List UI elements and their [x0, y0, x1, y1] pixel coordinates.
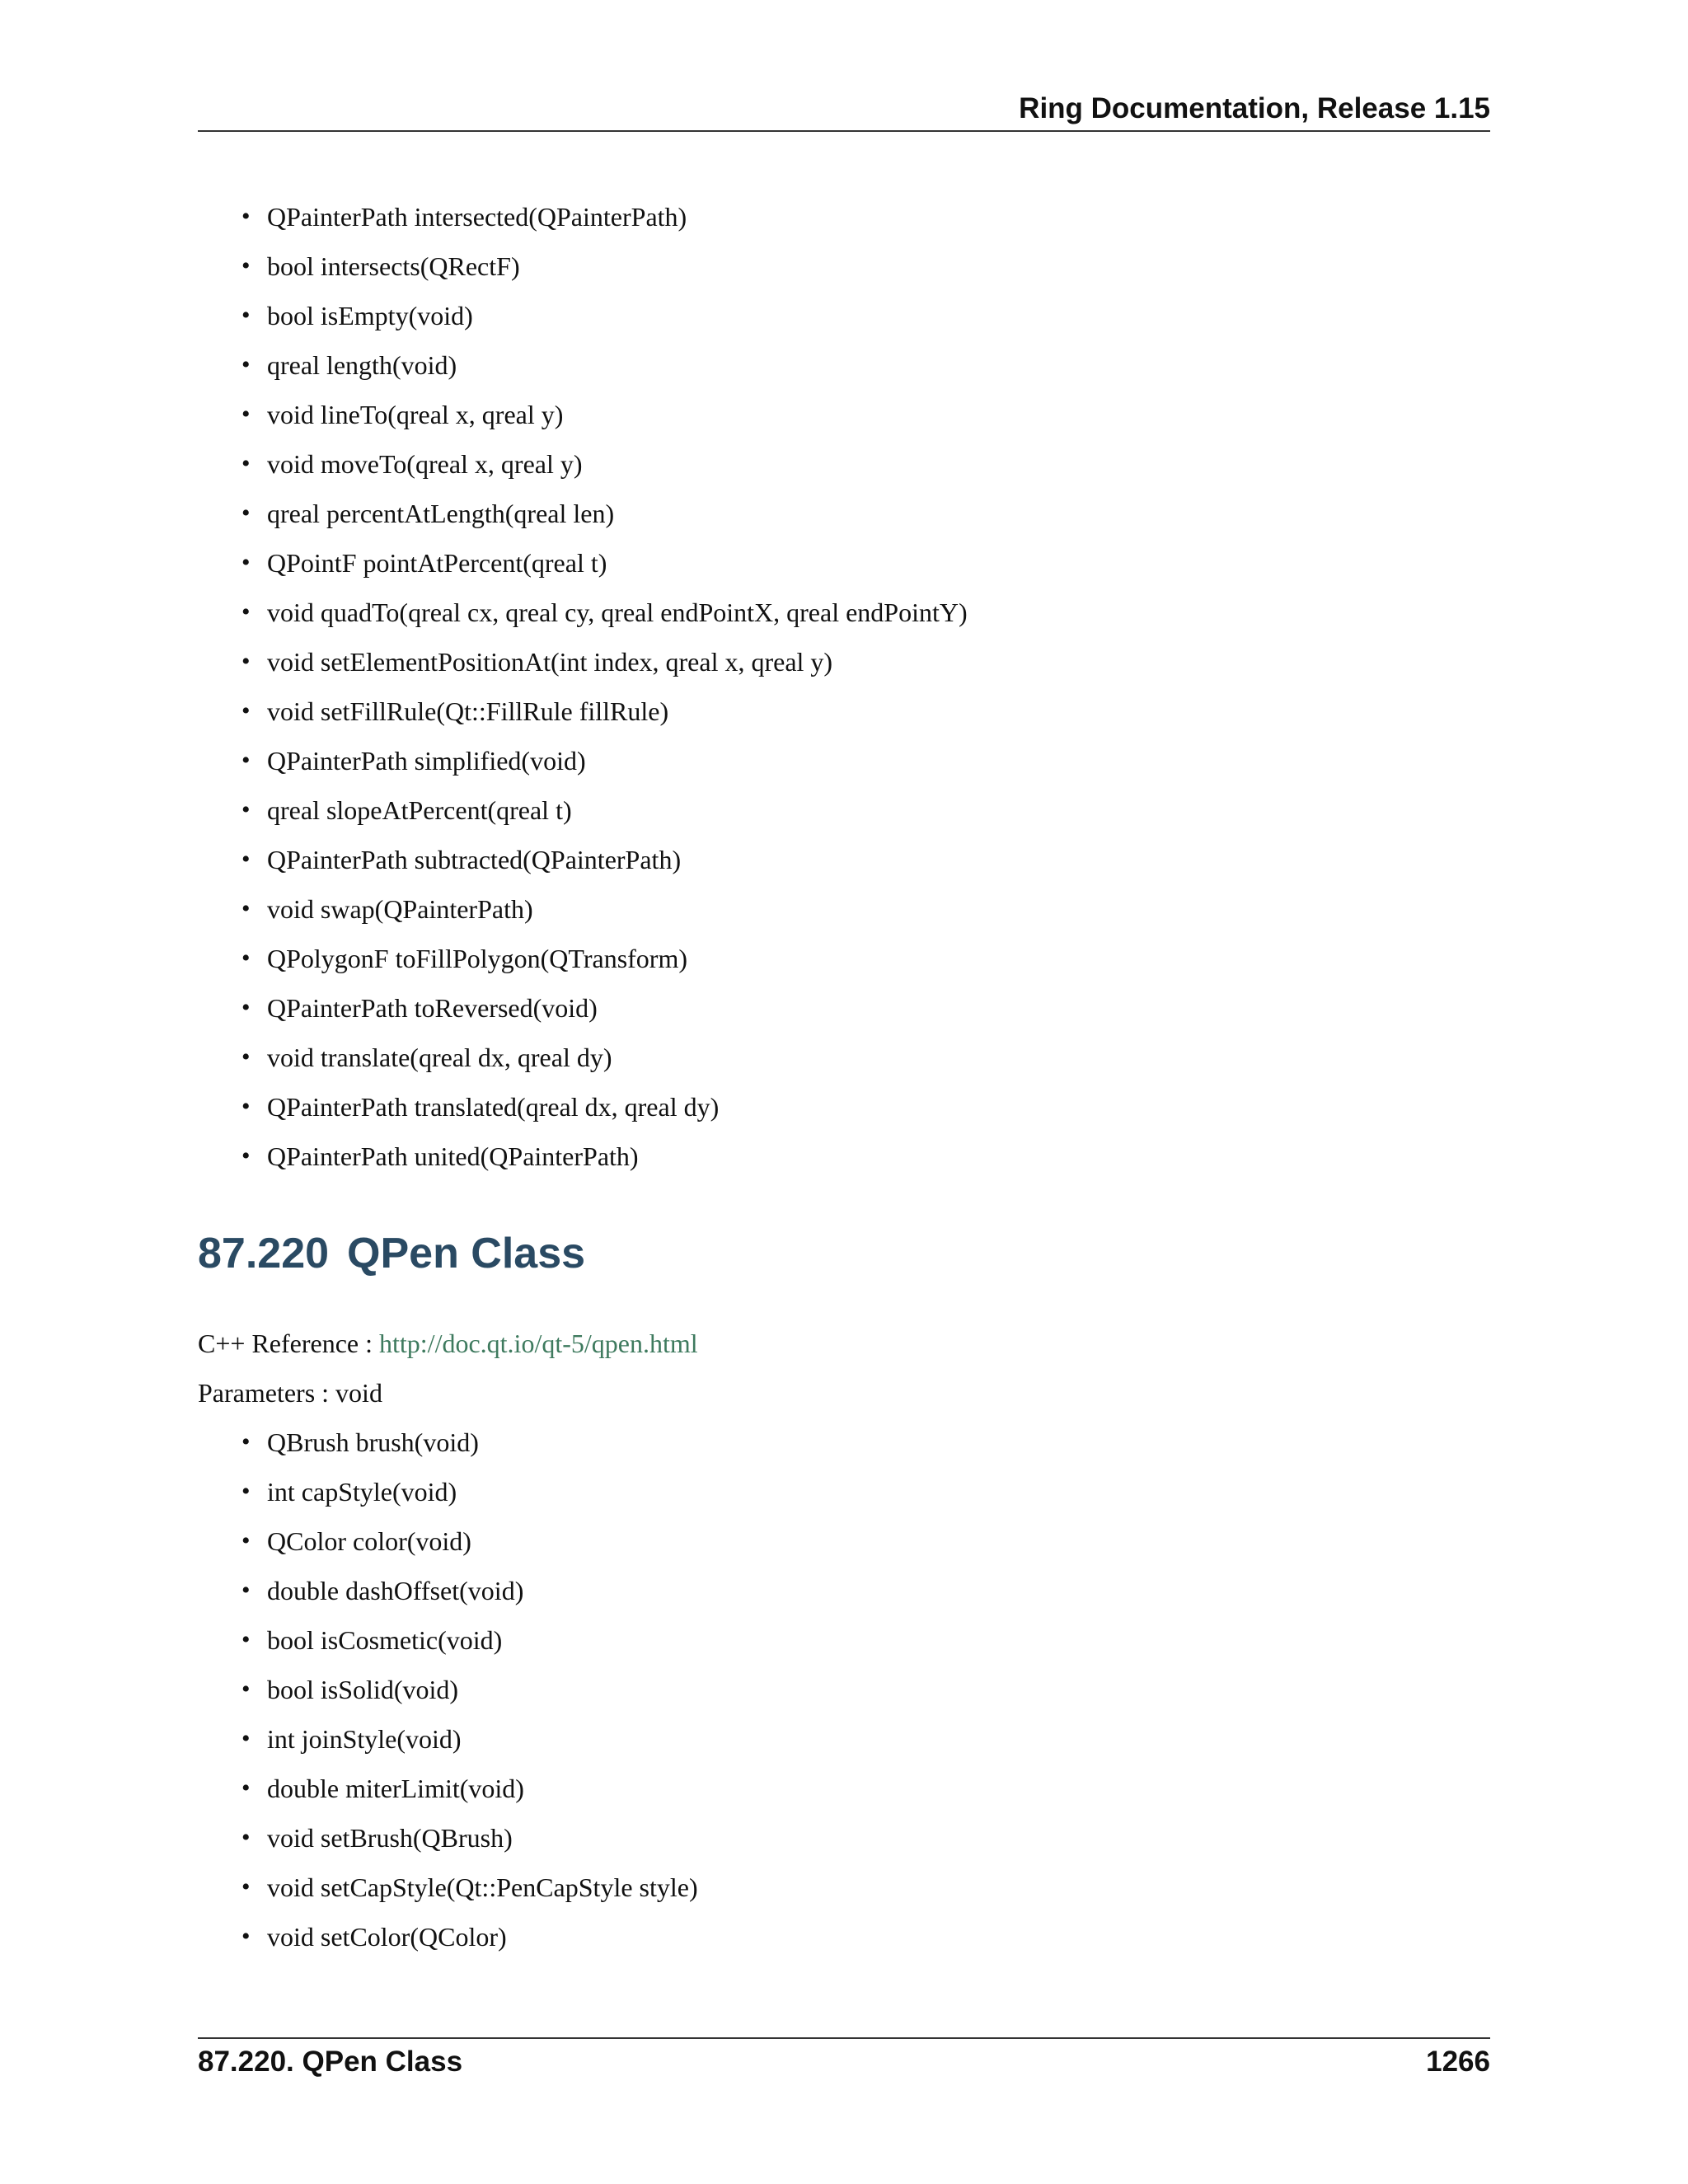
list-item [0, 1714, 1688, 1764]
method-signature: void moveTo(qreal x, qreal y) [267, 449, 583, 479]
bullet-icon: • [241, 1527, 251, 1554]
page-number: 1266 [1426, 2046, 1490, 2078]
bullet-icon: • [241, 697, 251, 724]
bullet-icon: • [241, 1626, 251, 1653]
method-signature: QColor color(void) [267, 1526, 471, 1556]
method-signature: qreal slopeAtPercent(qreal t) [267, 795, 572, 825]
bullet-icon: • [241, 895, 251, 922]
bullet-icon: • [241, 1923, 251, 1950]
bullet-icon: • [241, 1478, 251, 1505]
method-list-qpen [0, 1418, 1688, 1961]
bullet-icon: • [241, 648, 251, 675]
list-item [0, 538, 1688, 588]
method-signature: QPainterPath subtracted(QPainterPath) [267, 845, 682, 874]
list-item [0, 1665, 1688, 1714]
bullet-icon: • [241, 499, 251, 527]
bullet-icon: • [241, 1428, 251, 1455]
method-signature: double dashOffset(void) [267, 1576, 524, 1605]
method-signature: int capStyle(void) [267, 1477, 457, 1507]
bullet-icon: • [241, 1675, 251, 1703]
bullet-icon: • [241, 944, 251, 972]
bullet-icon: • [241, 796, 251, 823]
list-item [0, 835, 1688, 884]
bullet-icon: • [241, 846, 251, 873]
method-signature: void quadTo(qreal cx, qreal cy, qreal endPointX, qreal endPointY) [267, 598, 968, 627]
list-item [0, 439, 1688, 489]
method-signature: qreal length(void) [267, 350, 457, 380]
method-signature: bool isEmpty(void) [267, 301, 473, 330]
bullet-icon: • [241, 1873, 251, 1900]
list-item [0, 983, 1688, 1033]
method-signature: QPainterPath simplified(void) [267, 746, 586, 776]
bullet-icon: • [241, 1142, 251, 1169]
cpp-reference-label: C++ Reference : [198, 1329, 379, 1358]
bullet-icon: • [241, 450, 251, 477]
list-item [0, 489, 1688, 538]
method-signature: void swap(QPainterPath) [267, 894, 533, 924]
method-signature: int joinStyle(void) [267, 1724, 462, 1754]
list-item [0, 1615, 1688, 1665]
method-signature: void lineTo(qreal x, qreal y) [267, 400, 564, 429]
list-item [0, 192, 1688, 241]
method-signature: void setCapStyle(Qt::PenCapStyle style) [267, 1872, 698, 1902]
list-item [0, 390, 1688, 439]
bullet-icon: • [241, 994, 251, 1021]
method-signature: QPainterPath translated(qreal dx, qreal dy) [267, 1092, 720, 1122]
method-signature: QPolygonF toFillPolygon(QTransform) [267, 944, 687, 973]
method-signature: void setFillRule(Qt::FillRule fillRule) [267, 696, 669, 726]
bullet-icon: • [241, 598, 251, 626]
bullet-icon: • [241, 1093, 251, 1120]
list-item [0, 934, 1688, 983]
list-item [0, 1418, 1688, 1467]
cpp-reference-link[interactable]: http://doc.qt.io/qt-5/qpen.html [379, 1329, 698, 1358]
list-item [0, 785, 1688, 835]
list-item [0, 1132, 1688, 1181]
method-signature: QBrush brush(void) [267, 1427, 479, 1457]
bullet-icon: • [241, 203, 251, 230]
cpp-reference-line [198, 1319, 698, 1368]
document-title: Ring Documentation, Release 1.15 [1019, 92, 1490, 124]
list-item [0, 1033, 1688, 1082]
list-item [0, 1764, 1688, 1813]
method-signature: void setBrush(QBrush) [267, 1823, 513, 1853]
method-list-qpainterpath [0, 192, 1688, 1181]
page-header [198, 89, 1490, 132]
list-item [0, 1813, 1688, 1863]
method-signature: bool intersects(QRectF) [267, 251, 520, 281]
method-signature: void translate(qreal dx, qreal dy) [267, 1043, 612, 1072]
bullet-icon: • [241, 252, 251, 279]
bullet-icon: • [241, 401, 251, 428]
section-title: QPen Class [347, 1230, 586, 1277]
bullet-icon: • [241, 1725, 251, 1752]
list-item [0, 1467, 1688, 1516]
list-item [0, 736, 1688, 785]
list-item [0, 340, 1688, 390]
bullet-icon: • [241, 351, 251, 378]
list-item [0, 291, 1688, 340]
method-signature: qreal percentAtLength(qreal len) [267, 499, 615, 528]
bullet-icon: • [241, 302, 251, 329]
method-signature: void setElementPositionAt(int index, qreal x, qreal y) [267, 647, 833, 677]
method-signature: double miterLimit(void) [267, 1774, 524, 1803]
bullet-icon: • [241, 747, 251, 774]
method-signature: QPointF pointAtPercent(qreal t) [267, 548, 607, 578]
list-item [0, 1566, 1688, 1615]
page-footer [198, 2037, 1490, 2088]
list-item [0, 687, 1688, 736]
parameters-line: Parameters : void [198, 1378, 382, 1408]
bullet-icon: • [241, 1043, 251, 1071]
section-heading [198, 1225, 585, 1282]
bullet-icon: • [241, 1577, 251, 1604]
method-signature: bool isSolid(void) [267, 1675, 459, 1704]
list-item [0, 241, 1688, 291]
method-signature: QPainterPath toReversed(void) [267, 993, 598, 1023]
list-item [0, 1082, 1688, 1132]
list-item [0, 1912, 1688, 1961]
list-item [0, 884, 1688, 934]
method-signature: void setColor(QColor) [267, 1922, 507, 1952]
footer-section-title: 87.220. QPen Class [198, 2046, 463, 2078]
bullet-icon: • [241, 549, 251, 576]
bullet-icon: • [241, 1824, 251, 1851]
list-item [0, 1863, 1688, 1912]
list-item [0, 588, 1688, 637]
bullet-icon: • [241, 1774, 251, 1802]
list-item [0, 1516, 1688, 1566]
method-signature: QPainterPath united(QPainterPath) [267, 1141, 639, 1171]
method-signature: QPainterPath intersected(QPainterPath) [267, 202, 687, 232]
section-number: 87.220 [198, 1230, 330, 1277]
list-item [0, 637, 1688, 687]
method-signature: bool isCosmetic(void) [267, 1625, 503, 1655]
